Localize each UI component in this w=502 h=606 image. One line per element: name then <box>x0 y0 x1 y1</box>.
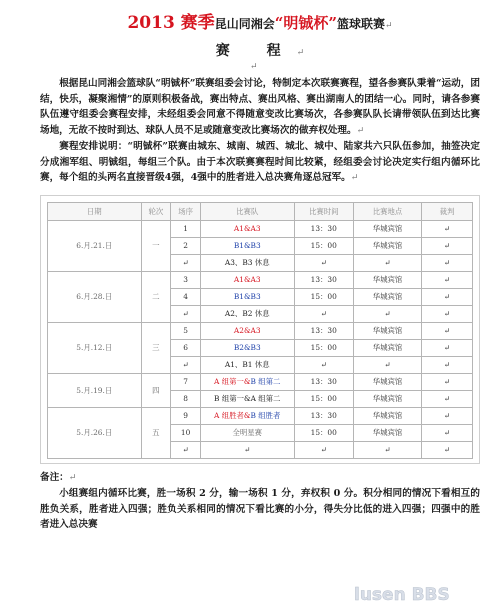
cell-seq: ↵ <box>171 305 201 322</box>
cell-referee: ↵ <box>422 356 473 373</box>
cell-referee: ↵ <box>422 407 473 424</box>
paragraph-mark-icon: ↵ <box>356 125 365 136</box>
schedule-table <box>47 202 473 459</box>
cell-referee: ↵ <box>422 441 473 458</box>
header-date: 日期 <box>48 202 142 220</box>
cell-round: 五 <box>141 407 171 458</box>
watermark-text: lusen BBS <box>354 585 450 605</box>
header-round: 轮次 <box>141 202 171 220</box>
cell-time: 13：30 <box>294 271 354 288</box>
cell-time: 13：30 <box>294 373 354 390</box>
cell-teams: B2&B3 <box>201 339 295 356</box>
forum-watermark <box>350 580 500 606</box>
title-cup-name: “明铖杯” <box>274 14 337 32</box>
cell-teams: B 组第一&A 组第二 <box>201 390 295 407</box>
cell-time: ↵ <box>294 441 354 458</box>
cell-time: 15：00 <box>294 339 354 356</box>
cell-teams: ↵ <box>201 441 295 458</box>
notes-section <box>40 470 480 533</box>
cell-teams: A1、B1 休息 <box>201 356 295 373</box>
cell-seq: ↵ <box>171 441 201 458</box>
cell-date: 6.月.28.日 <box>48 271 142 322</box>
cell-time: 13：30 <box>294 322 354 339</box>
cell-place: 华城宾馆 <box>354 271 422 288</box>
cell-referee: ↵ <box>422 390 473 407</box>
intro-text: 根据昆山同湘会篮球队“明铖杯”联赛组委会讨论，特制定本次联赛赛程，望各参赛队秉着“运动，团结，快乐，凝聚湘情”的原则积极备战，赛出特点、赛出风格、赛出湖南人的团结一心。同时，请各参赛队伍遵守组委会赛程安排，未经组委会同意不得随意变改比赛场次，各参赛队队长请带领队伍到达比赛场地，无故不按时到达、球队人员不足或随意变改比赛场次的做弃权处理。 <box>40 78 480 136</box>
paragraph-mark-icon: ↵ <box>350 173 359 183</box>
cell-date: 5.月.26.日 <box>48 407 142 458</box>
cell-seq: 10 <box>171 424 201 441</box>
team-a-label: A 组第一& <box>214 377 251 386</box>
cell-date: 5.月.19.日 <box>48 373 142 407</box>
cell-teams: B1&B3 <box>201 237 295 254</box>
cell-place: ↵ <box>354 356 422 373</box>
cell-teams <box>201 373 295 390</box>
cell-referee: ↵ <box>422 288 473 305</box>
table-row <box>48 407 473 424</box>
cell-place: ↵ <box>354 305 422 322</box>
cell-referee: ↵ <box>422 220 473 237</box>
cell-seq: 6 <box>171 339 201 356</box>
intro-paragraph <box>40 76 480 139</box>
cell-time: 15：00 <box>294 288 354 305</box>
title-organizer: 昆山同湘会 <box>214 17 275 31</box>
cell-round: 四 <box>141 373 171 407</box>
cell-referee: ↵ <box>422 237 473 254</box>
document-subtitle <box>40 40 480 62</box>
blank-line <box>40 62 480 76</box>
paragraph-mark-icon: ↵ <box>250 62 258 72</box>
cell-place: ↵ <box>354 441 422 458</box>
cell-date: 5.月.12.日 <box>48 322 142 373</box>
cell-referee: ↵ <box>422 373 473 390</box>
cell-referee: ↵ <box>422 305 473 322</box>
cell-time: 15：00 <box>294 237 354 254</box>
table-row <box>48 322 473 339</box>
cell-place: 华城宾馆 <box>354 407 422 424</box>
notes-heading <box>40 470 480 487</box>
title-year: 2013 赛季 <box>127 13 215 33</box>
cell-time: 15：00 <box>294 390 354 407</box>
cell-time: ↵ <box>294 356 354 373</box>
cell-place: 华城宾馆 <box>354 322 422 339</box>
cell-seq: 1 <box>171 220 201 237</box>
cell-seq: 8 <box>171 390 201 407</box>
notes-heading-text: 备注： <box>40 471 69 483</box>
header-teams: 比赛队 <box>201 202 295 220</box>
cell-place: 华城宾馆 <box>354 424 422 441</box>
team-b-label: B 组第二 <box>250 377 281 386</box>
cell-teams <box>201 407 295 424</box>
cell-time: ↵ <box>294 305 354 322</box>
cell-place: 华城宾馆 <box>354 220 422 237</box>
cell-place: 华城宾馆 <box>354 339 422 356</box>
cell-date: 6.月.21.日 <box>48 220 142 271</box>
cell-round: 三 <box>141 322 171 373</box>
cell-seq: ↵ <box>171 254 201 271</box>
cell-seq: 3 <box>171 271 201 288</box>
cell-referee: ↵ <box>422 254 473 271</box>
table-row <box>48 271 473 288</box>
cell-teams: B1&B3 <box>201 288 295 305</box>
cell-round: 一 <box>141 220 171 271</box>
header-seq: 场序 <box>171 202 201 220</box>
cell-teams: A1&A3 <box>201 271 295 288</box>
paragraph-mark-icon: ↵ <box>296 48 305 58</box>
cell-referee: ↵ <box>422 271 473 288</box>
header-referee: 裁判 <box>422 202 473 220</box>
cell-place: ↵ <box>354 254 422 271</box>
paragraph-mark-icon: ↵ <box>68 472 77 483</box>
cell-referee: ↵ <box>422 339 473 356</box>
table-header-row <box>48 202 473 220</box>
table-row <box>48 373 473 390</box>
cell-teams: A2、B2 休息 <box>201 305 295 322</box>
team-b-label: B 组胜者 <box>250 411 281 420</box>
document-title <box>40 12 480 36</box>
header-time: 比赛时间 <box>294 202 354 220</box>
cell-place: 华城宾馆 <box>354 288 422 305</box>
cell-teams: A1&A3 <box>201 220 295 237</box>
cell-teams: 全明星赛 <box>201 424 295 441</box>
cell-place: 华城宾馆 <box>354 237 422 254</box>
schedule-explanation-paragraph <box>40 139 480 187</box>
table-row <box>48 220 473 237</box>
team-a-label: A 组胜者& <box>214 411 251 420</box>
subtitle-text: 赛 程 <box>215 43 297 59</box>
cell-seq: 2 <box>171 237 201 254</box>
cell-time: 15：00 <box>294 424 354 441</box>
header-place: 比赛地点 <box>354 202 422 220</box>
cell-place: 华城宾馆 <box>354 390 422 407</box>
cell-seq: 4 <box>171 288 201 305</box>
cell-seq: 5 <box>171 322 201 339</box>
cell-seq: ↵ <box>171 356 201 373</box>
cell-teams: A3、B3 休息 <box>201 254 295 271</box>
notes-body: 小组赛组内循环比赛，胜一场积 2 分，输一场积 1 分，弃权积 0 分。积分相同的情况下看相互的胜负关系，胜者进入四强；胜负关系相同的情况下看比赛的小分，得失分比低的进入四强；四强中的胜者进入总决赛 <box>40 488 480 530</box>
paragraph-mark-icon: ↵ <box>384 21 393 31</box>
schedule-explanation-text: 赛程安排说明：“明铖杯”联赛由城东、城南、城西、城北、城中、陆家共六只队伍参加，抽签决定分成湘军组、明铖组，每组三个队。由于本次联赛赛程时间比较紧，经组委会讨论决定实行组内循环比赛，每个组的头两名直接晋级4强，4强中的胜者进入总决赛角逐总冠军。 <box>40 141 480 183</box>
cell-seq: 9 <box>171 407 201 424</box>
cell-seq: 7 <box>171 373 201 390</box>
cell-place: 华城宾馆 <box>354 373 422 390</box>
cell-referee: ↵ <box>422 322 473 339</box>
cell-round: 二 <box>141 271 171 322</box>
cell-time: 13：30 <box>294 220 354 237</box>
cell-time: 13：30 <box>294 407 354 424</box>
title-league: 篮球联赛 <box>336 17 385 31</box>
cell-referee: ↵ <box>422 424 473 441</box>
schedule-table-frame <box>40 195 480 464</box>
cell-time: ↵ <box>294 254 354 271</box>
cell-teams: A2&A3 <box>201 322 295 339</box>
